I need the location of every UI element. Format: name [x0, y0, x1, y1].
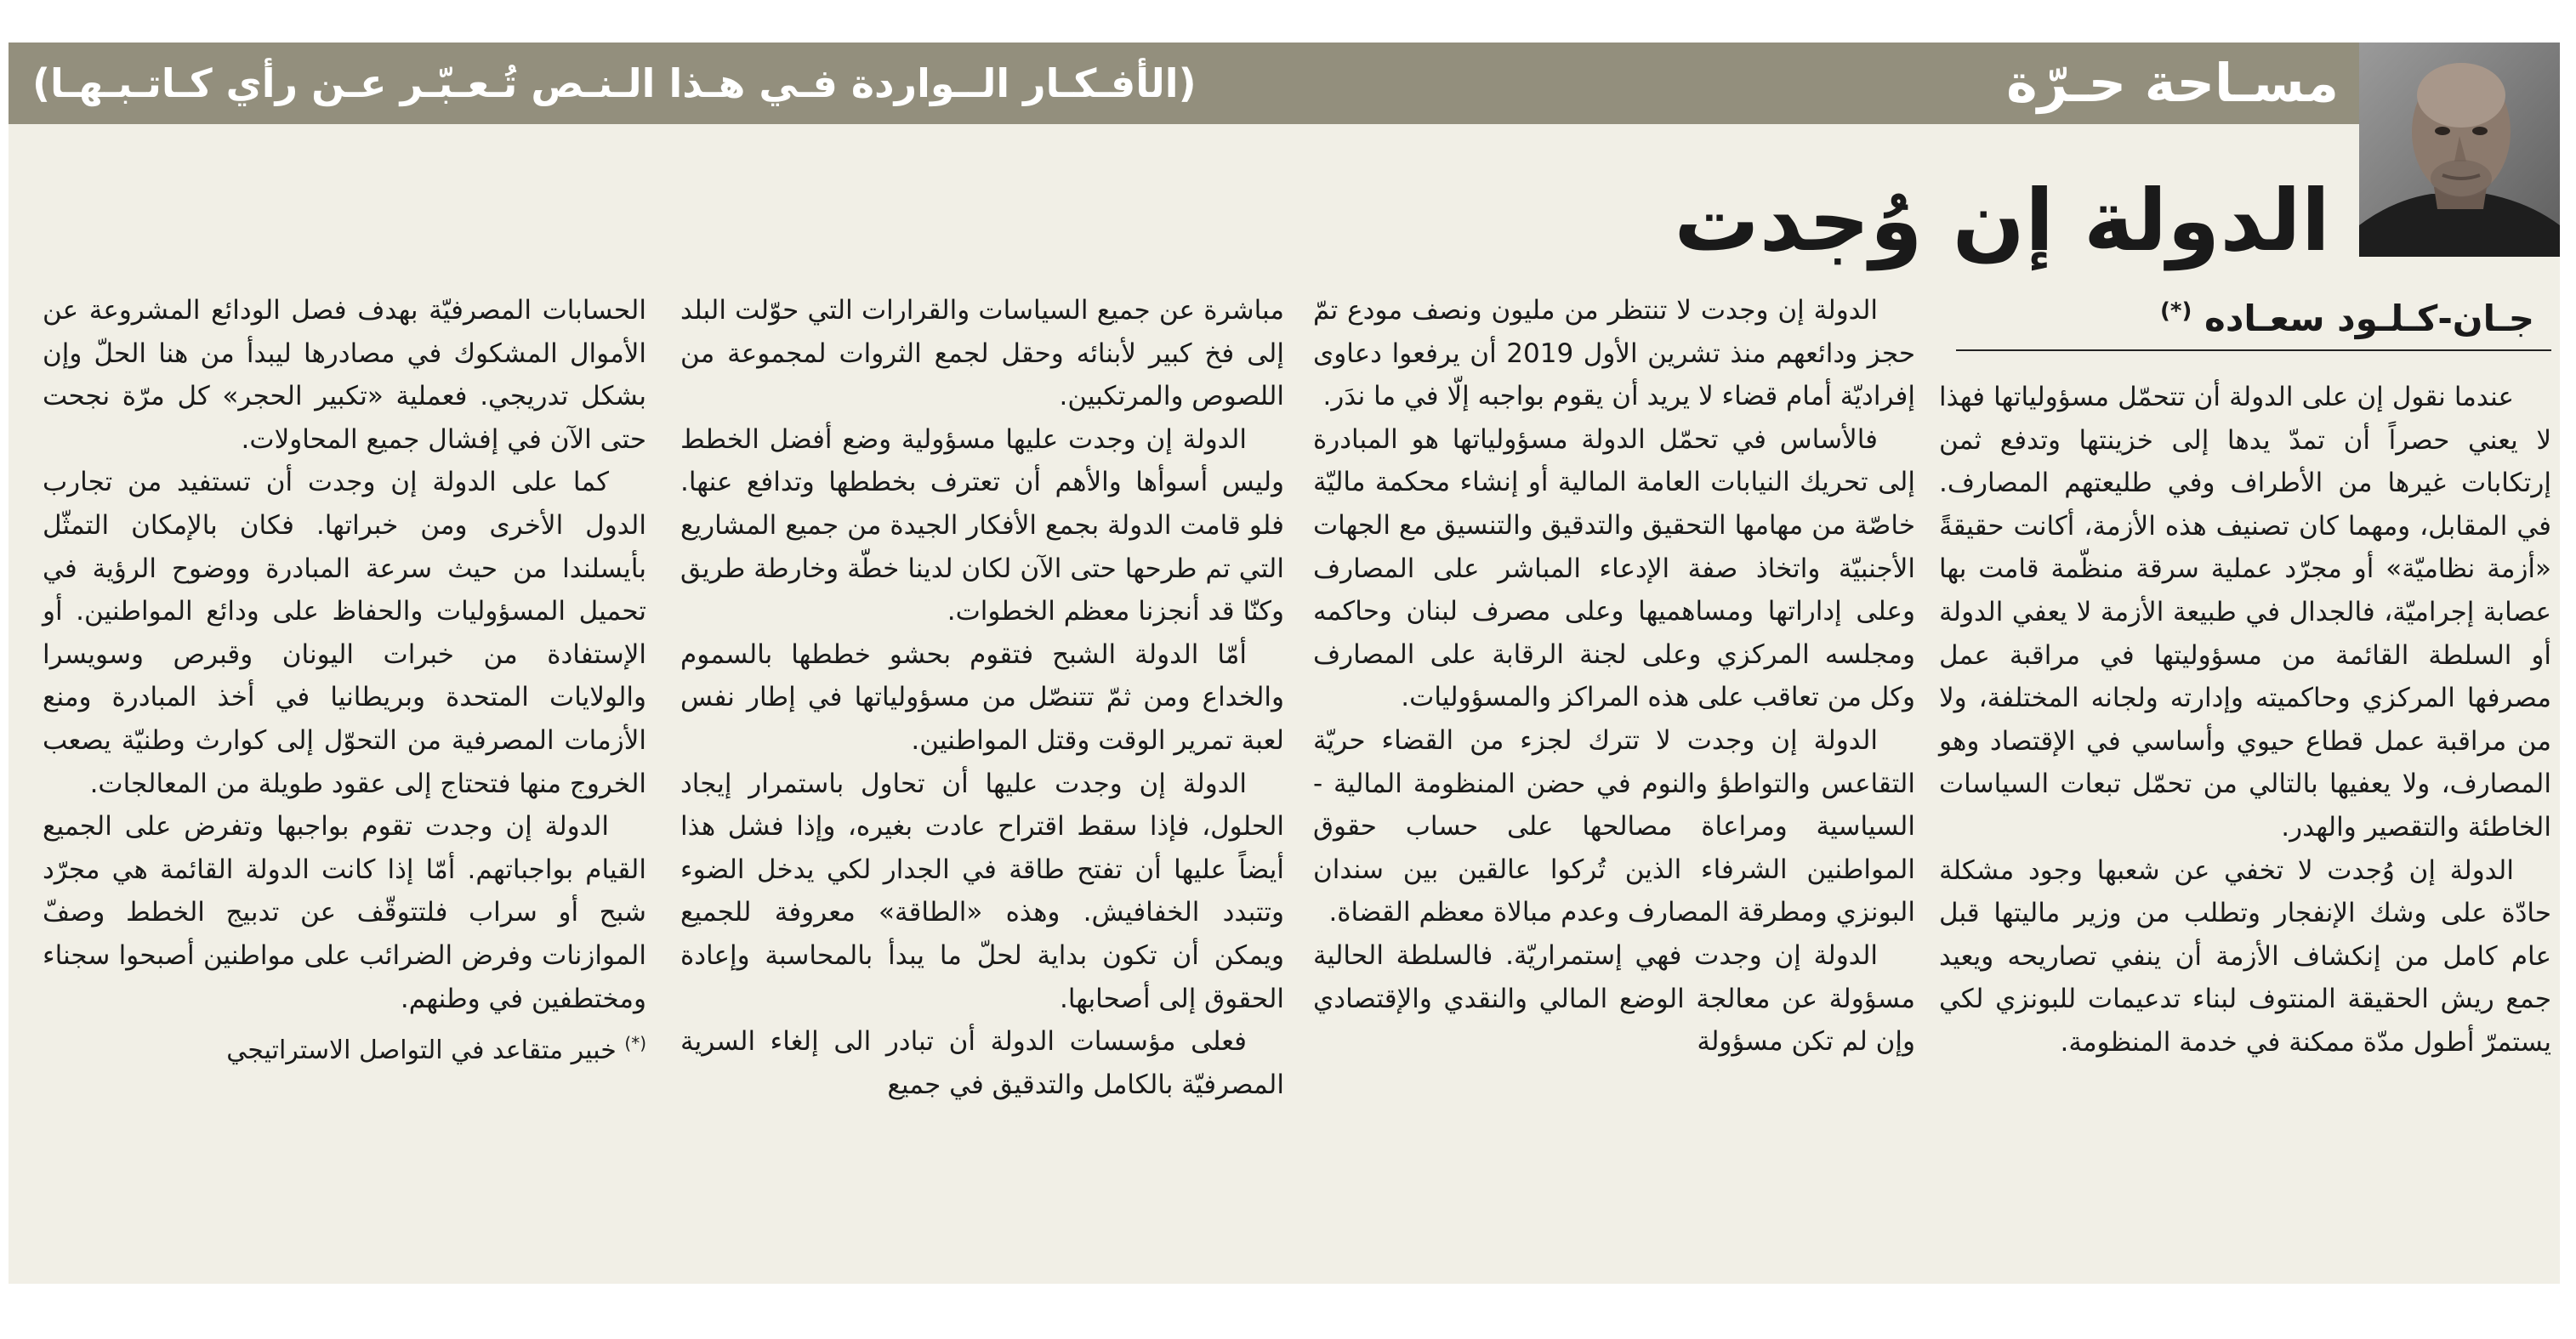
- article-column-1: [1939, 376, 2551, 1064]
- author-portrait-image: [2359, 43, 2560, 257]
- section-header-bar: [9, 43, 2359, 124]
- paragraph: الحسابات المصرفيّة بهدف فصل الودائع المشروعة عن الأموال المشكوك في مصادرها ليبدأ من هنا الحلّ وإن بشكل تدريجي. فعملية «تكبير الحجر» كل مرّة نجحت حتى الآن في إفشال جميع المحاولات.: [43, 295, 646, 455]
- article-page: [9, 43, 2560, 1284]
- paragraph: الدولة إن وجدت تقوم بواجبها وتفرض على الجميع القيام بواجباتهم. أمّا إذا كانت الدولة القائمة هي مجرّد شبح أو سراب فلتتوقّف عن تدبيج الخطط وصفّ الموازنات وفرض الضرائب على مواطنين أصبحوا سجناء ومختطفين في وطنهم.: [43, 811, 646, 1014]
- paragraph: الدولة إن وجدت عليها مسؤولية وضع أفضل الخطط وليس أسوأها والأهم أن تعترف بخططها وتدافع عنها. فلو قامت الدولة بجمع الأفكار الجيدة من جميع المشاريع التي تم طرحها حتى الآن لكان لدينا خطّة وخارطة طريق وكنّا قد أنجزنا معظم الخطوات.: [680, 423, 1284, 627]
- author-footnote: [43, 1022, 646, 1073]
- paragraph: الدولة إن وجدت عليها أن تحاول باستمرار إيجاد الحلول، فإذا سقط اقتراح عادت بغيره، وإذا فشل هذا أيضاً عليها أن تفتح طاقة في الجدار لكي يدخل الضوء وتتبدد الخفافيش. وهذه «الطاقة» معروفة للجميع ويمكن أن تكون بداية لحلّ ما يبدأ بالمحاسبة وإعادة الحقوق إلى أصحابها.: [680, 768, 1284, 1014]
- paragraph: فالأساس في تحمّل الدولة مسؤولياتها هو المبادرة إلى تحريك النيابات العامة المالية أو إنشاء محكمة ماليّة خاصّة من مهامها التحقيق والتدقيق والتنسيق مع الجهات الأجنبيّة واتخاذ صفة الإدعاء المباشر على المصارف وعلى إداراتها ومساهميها وعلى مصرف لبنان وحاكمه ومجلسه المركزي وعلى لجنة الرقابة على المصارف وكل من تعاقب على هذه المراكز والمسؤوليات.: [1313, 423, 1915, 713]
- author-photo: [2359, 43, 2560, 257]
- section-title: مسـاحة حـرّة: [2006, 52, 2339, 114]
- paragraph: فعلى مؤسسات الدولة أن تبادر الى إلغاء السرية المصرفيّة بالكامل والتدقيق في جميع: [680, 1026, 1284, 1100]
- article-headline: الدولة إن وُجدت: [1674, 171, 2330, 270]
- footnote-mark: (*): [624, 1033, 646, 1054]
- paragraph: عندما نقول إن على الدولة أن تتحمّل مسؤولياتها فهذا لا يعني حصراً أن تمدّ يدها إلى خزينتها وتدفع ثمن إرتكابات غيرها من الأطراف وفي طليعتهم المصارف. في المقابل، ومهما كان تصنيف هذه الأزمة، أكانت حقيقةً «أزمة نظاميّة» أو مجرّد عملية سرقة منظّمة قامت بها عصابة إجراميّة، فالجدال في طبيعة الأزمة لا يعفي الدولة أو السلطة القائمة من مسؤوليتها في مراقبة عمل مصرفها المركزي وحاكميته وإدارته ولجانه المختلفة، ولا من مراقبة عمل قطاع حيوي وأساسي في الإقتصاد وهو المصارف، ولا يعفيها بالتالي من تحمّل تبعات السياسات الخاطئة والتقصير والهدر.: [1939, 382, 2551, 843]
- footnote-text: خبير متقاعد في التواصل الاستراتيجي: [226, 1035, 617, 1066]
- paragraph: الدولة إن وُجدت لا تخفي عن شعبها وجود مشكلة حادّة على وشك الإنفجار وتطلب من وزير ماليتها قبل عام كامل من إنكشاف الأزمة أن ينفي تصاريحه ويعيد جمع ريش الحقيقة المنتوف لبناء تدعيمات للبونزي لكي يستمرّ أطول مدّة ممكنة في خدمة المنظومة.: [1939, 854, 2551, 1058]
- article-column-2: [1313, 289, 1915, 1064]
- paragraph: مباشرة عن جميع السياسات والقرارات التي حوّلت البلد إلى فخ كبير لأبنائه وحقل لجمع الثروات لمجموعة من اللصوص والمرتكبين.: [680, 295, 1284, 412]
- paragraph: الدولة إن وجدت لا تنتظر من مليون ونصف مودع تمّ حجز ودائعهم منذ تشرين الأول 2019 أن يرفعوا دعاوى إفراديّة أمام قضاء لا يريد أن يقوم بواجبه إلّا في ما ندَر.: [1313, 295, 1915, 412]
- article-column-4: [43, 289, 646, 1073]
- byline-block: [1956, 287, 2551, 351]
- paragraph: الدولة إن وجدت لا تترك لجزء من القضاء حريّة التقاعس والتواطؤ والنوم في حضن المنظومة المالية - السياسية ومراعاة مصالحها على حساب حقوق المواطنين الشرفاء الذين تُركوا عالقين بين سندان البونزي ومطرقة المصارف وعدم مبالاة معظم القضاة.: [1313, 724, 1915, 928]
- paragraph: أمّا الدولة الشبح فتقوم بحشو خططها بالسموم والخداع ومن ثمّ تتنصّل من مسؤولياتها في إطار نفس لعبة تمرير الوقت وقتل المواطنين.: [680, 638, 1284, 756]
- author-footnote-mark: (*): [2160, 298, 2192, 324]
- opinion-disclaimer: (الأفـكـار الــواردة فـي هـذا الـنـص تُـعـبّـر عـن رأي كـاتـبـهـا): [32, 60, 1197, 106]
- paragraph: الدولة إن وجدت فهي إستمراريّة. فالسلطة الحالية مسؤولة عن معالجة الوضع المالي والنقدي والإقتصادي وإن لم تكن مسؤولة: [1313, 939, 1915, 1058]
- paragraph: كما على الدولة إن وجدت أن تستفيد من تجارب الدول الأخرى ومن خبراتها. فكان بالإمكان التمثّل بأيسلندا من حيث سرعة المبادرة ووضوح الرؤية في تحميل المسؤوليات والحفاظ على ودائع المواطنين. أو الإستفادة من خبرات اليونان وقبرص وسويسرا والولايات المتحدة وبريطانيا في أخذ المبادرة ومنع الأزمات المصرفية من التحوّل إلى كوارث وطنيّة يصعب الخروج منها فتحتاج إلى عقود طويلة من المعالجات.: [43, 467, 646, 799]
- author-name: جـان-كـلـود سعـاده: [2204, 298, 2534, 339]
- article-column-3: [680, 289, 1284, 1106]
- author-byline: [1956, 287, 2551, 343]
